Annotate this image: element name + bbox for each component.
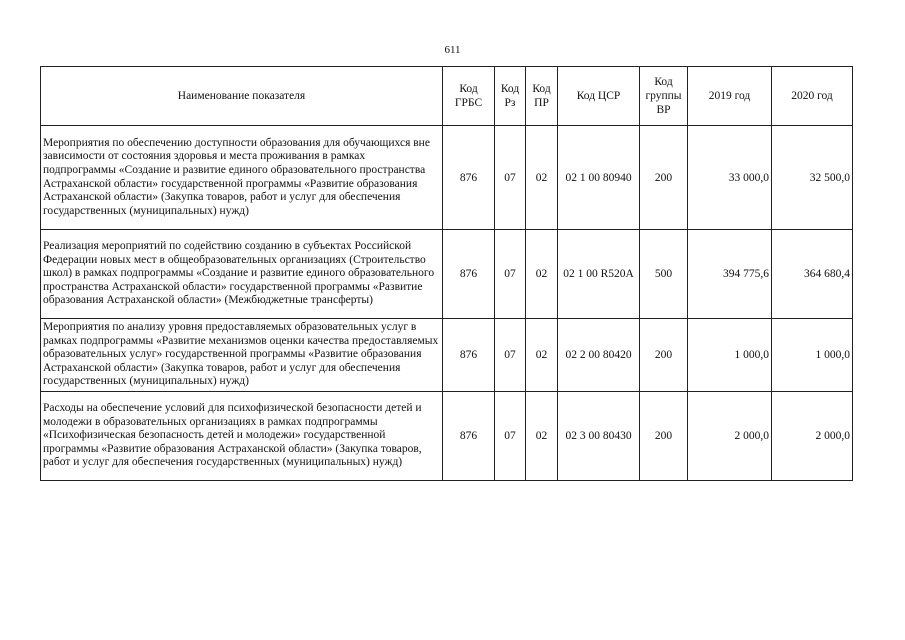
cell-name: Мероприятия по анализу уровня предоставляемых образовательных услуг в рамках подпрограммы «Развитие механизмов оценки качества предоставляемых образовательных услуг» государственной программы «Развитие образования Астраханской области» (Закупка товаров, работ и услуг для обеспечения государственных (муниципальных) нужд) (41, 319, 443, 392)
cell-2019: 33 000,0 (688, 126, 772, 230)
header-2019: 2019 год (688, 67, 772, 126)
cell-rz: 07 (495, 392, 526, 481)
cell-pr: 02 (526, 230, 558, 319)
header-name: Наименование показателя (41, 67, 443, 126)
cell-2020: 2 000,0 (772, 392, 853, 481)
cell-grbs: 876 (443, 392, 495, 481)
page-number: 611 (444, 44, 461, 56)
budget-table (40, 66, 853, 481)
cell-rz: 07 (495, 126, 526, 230)
cell-csr: 02 3 00 80430 (558, 392, 640, 481)
cell-grbs: 876 (443, 319, 495, 392)
header-rz: Код Рз (495, 67, 526, 126)
cell-2020: 32 500,0 (772, 126, 853, 230)
cell-csr: 02 1 00 80940 (558, 126, 640, 230)
header-grbs: Код ГРБС (443, 67, 495, 126)
header-pr: Код ПР (526, 67, 558, 126)
cell-pr: 02 (526, 392, 558, 481)
header-vr: Код группы ВР (640, 67, 688, 126)
cell-2020: 364 680,4 (772, 230, 853, 319)
cell-rz: 07 (495, 319, 526, 392)
table-row (41, 319, 853, 392)
cell-vr: 200 (640, 126, 688, 230)
cell-vr: 200 (640, 319, 688, 392)
cell-2019: 1 000,0 (688, 319, 772, 392)
cell-2019: 394 775,6 (688, 230, 772, 319)
cell-csr: 02 1 00 R520A (558, 230, 640, 319)
cell-pr: 02 (526, 126, 558, 230)
cell-name: Мероприятия по обеспечению доступности образования для обучающихся вне зависимости от состояния здоровья и места проживания в рамках подпрограммы «Создание и развитие единого образовательного пространства Астраханской области» государственной программы «Развитие образования Астраханской области» (Закупка товаров, работ и услуг для обеспечения государственных (муниципальных) нужд) (41, 126, 443, 230)
cell-name: Реализация мероприятий по содействию созданию в субъектах Российской Федерации новых мест в общеобразовательных организациях (Строительство школ) в рамках подпрограммы «Создание и развитие единого образовательного пространства Астраханской области» государственной программы «Развитие образования Астраханской области» (Межбюджетные трансферты) (41, 230, 443, 319)
cell-pr: 02 (526, 319, 558, 392)
table-row (41, 392, 853, 481)
header-2020: 2020 год (772, 67, 853, 126)
cell-vr: 500 (640, 230, 688, 319)
cell-grbs: 876 (443, 230, 495, 319)
header-csr: Код ЦСР (558, 67, 640, 126)
cell-grbs: 876 (443, 126, 495, 230)
cell-name: Расходы на обеспечение условий для психофизической безопасности детей и молодежи в образовательных организациях в рамках подпрограммы «Психофизическая безопасность детей и молодежи» государственной программы «Развитие образования Астраханской области» (Закупка товаров, работ и услуг для обеспечения государственных (муниципальных) нужд) (41, 392, 443, 481)
cell-2020: 1 000,0 (772, 319, 853, 392)
header-row (41, 67, 853, 126)
cell-2019: 2 000,0 (688, 392, 772, 481)
table-row (41, 126, 853, 230)
table-row (41, 230, 853, 319)
cell-vr: 200 (640, 392, 688, 481)
cell-rz: 07 (495, 230, 526, 319)
cell-csr: 02 2 00 80420 (558, 319, 640, 392)
